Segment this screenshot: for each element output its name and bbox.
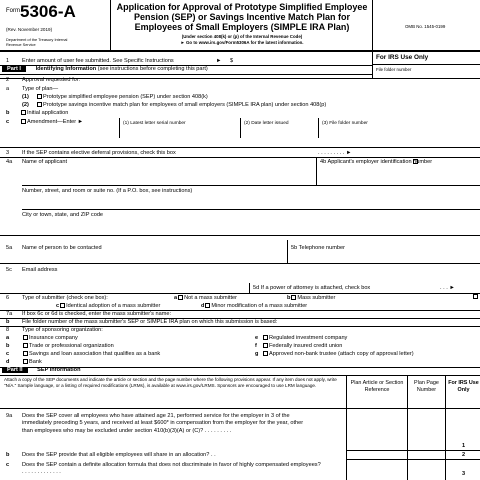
line5a-text: Name of person to be contacted [22,245,102,251]
line6a-letter: a [174,295,178,301]
line1-dollar: $ [230,58,234,64]
line5-divider [287,240,288,263]
part2-title: SEP Information [37,367,81,373]
line8e-row [262,335,347,341]
line9c-text: Does the SEP contain a definite allocation formula that does not discriminate in favor of highly compensated employees? [22,462,321,468]
line7b-number: b [6,319,10,325]
line6a-row [174,295,237,301]
line9a-block [22,413,312,435]
form-label: Form [6,8,20,14]
street-address-label: Number, street, and room or suite no. (If a P.O. box, see instructions) [22,188,193,194]
line8-text: Type of sponsoring organization: [22,327,103,333]
line6-number: 6 [6,295,10,301]
date-letter-issued-field[interactable] [244,128,316,138]
line8f-text: Federally insured credit union [269,343,343,349]
line5a-number: 5a [6,245,13,251]
line7a-number: 7a [6,311,13,317]
email-field[interactable] [22,274,242,282]
part2-bar [2,367,81,373]
line2a2-text: Prototype savings incentive match plan for employees of small employers (SIMPLE IRA plan) under section 408(p) [43,102,327,108]
line2c-row [20,119,83,125]
subtitle-1: (Under section 408(k) or (p) of the Internal Revenue Code) [181,34,303,39]
employer-id-field[interactable] [320,167,475,181]
irs-use-title: For IRS Use Only [376,54,429,61]
part1-bar [2,66,208,72]
line2a2-row [36,102,326,108]
part1-title: Identifying Information [35,66,97,72]
line5a-rule [0,263,480,264]
trade-organization-checkbox[interactable] [23,343,28,348]
line8f-row [262,343,342,349]
line6b-text: Mass submitter [297,295,336,301]
form-number: 5306-A [20,2,76,21]
line4a-number: 4a [6,159,13,165]
line8d-letter: d [6,359,10,365]
line8b-row [22,343,114,349]
line9c-page-field[interactable] [410,470,443,478]
line6d-text: Minor modification of a mass submitter [211,303,308,309]
line8a-text: Insurance company [29,335,78,341]
line9a-page-field[interactable] [410,442,443,450]
credit-union-checkbox[interactable] [263,343,268,348]
col1-left [346,375,347,480]
date-letter-issued-label: (2) Date letter issued [244,121,289,126]
line2a1-num: (1) [22,94,29,100]
line2b-row [20,110,68,116]
amendment-file-folder-label: (3) File folder number [322,121,368,126]
irs-file-folder-label: File folder number [376,67,412,72]
line9b-page-field[interactable] [410,451,443,459]
contact-name-field[interactable] [22,252,312,260]
line1-number: 1 [6,58,10,64]
latest-letter-serial-field[interactable] [123,128,233,138]
omb-number: OMB No. 1545-0199 [405,24,446,29]
line9a-number: 9a [6,413,13,419]
line9b-line-number: 2 [462,452,466,458]
part2-instructions: Attach a copy of the SEP documents and indicate the article or section and the page number where the following provisions appear. If any item does not apply, write "N/A." Sample language, or a listing of required modifications (LRMs), is available at www.irs.gov/LRMS. Sponsors are encouraged to use LRM language. [4,377,337,388]
initial-application-checkbox[interactable] [21,110,26,115]
line5c-text: Email address [22,267,58,273]
line6b-row [287,295,335,301]
line2a1-text: Prototype simplified employee pension (SEP) under section 408(k) [43,94,208,100]
col3-left [445,375,446,480]
line8b-letter: b [6,343,10,349]
line3-rule [0,157,480,158]
line4-divider [316,157,317,185]
line9a-dots: . . . . . . . . . [204,427,232,434]
line2-text: Approval requested for: [22,77,81,83]
street-rule [22,209,480,210]
form-revision: (Rev. November 2019) [6,27,53,32]
col-irs-header: For IRS Use Only [448,380,479,394]
col-page-header: Plan Page Number [414,380,439,394]
line8e-text: Regulated investment company [269,335,348,341]
part2-label: Part II [2,367,28,373]
line1-text: Enter amount of user fee submitted. See Specific Instructions [22,58,174,64]
non-bank-trustee-checkbox[interactable] [263,351,268,356]
line9c-article-field[interactable] [350,470,404,478]
irs-box-rule [372,64,480,65]
line8f-letter: f [255,343,257,349]
line2c-divider-2 [240,118,241,138]
line3-text: If the SEP contains elective deferral provisions, check this box [22,150,176,156]
header-divider-right [372,0,373,50]
mass-submitter-file-folder-field[interactable] [368,319,474,326]
line9a-article-field[interactable] [350,442,404,450]
line8c-letter: c [6,351,10,357]
line6b-letter: b [287,295,291,301]
line2-rule [0,147,480,148]
line6d-letter: d [201,303,205,309]
part1-note: (see instructions before completing this part) [97,66,208,72]
line2c-divider-1 [119,118,120,138]
line6a-text: Not a mass submitter [184,295,237,301]
regulated-investment-checkbox[interactable] [263,335,268,340]
mass-submitter-checkbox[interactable] [291,295,296,300]
part2-header-rule [0,408,480,409]
header-divider-left [110,0,111,50]
line2c-divider-3 [318,118,319,138]
line2a-text: Type of plan— [22,86,59,92]
identical-adoption-checkbox[interactable] [60,303,65,308]
line2-number: 2 [6,77,10,83]
line6c-letter: c [56,303,60,309]
line8a-letter: a [6,335,10,341]
line5d-text: 5d If a power of attorney is attached, check box [253,285,371,291]
line2b-text: Initial application [27,110,69,116]
line4b-text: 4b Applicant's employer identification number [320,159,433,165]
line9b-row [22,452,216,458]
line8e-letter: e [255,335,259,341]
form-title: Application for Approval of Prototype Simplified Employee Pension (SEP) or Savings Incentive Match Plan for Employees of Small Employers (SIMPLE IRA Plan) [116,2,368,32]
line9b-dots: . . [210,452,216,458]
city-rule [0,235,480,236]
telephone-field[interactable] [291,252,474,260]
line5d-dots: . . . ► [440,285,455,291]
line8a-row [22,335,78,341]
part2-rule [0,375,480,376]
city-state-zip-field[interactable] [22,220,472,230]
line2a1-row [36,94,208,100]
bank-checkbox[interactable] [23,359,28,364]
line2c-letter: c [6,119,10,125]
line8b-text: Trade or professional organization [29,343,114,349]
line5c-number: 5c [6,267,12,273]
line6-text: Type of submitter (check one box): [22,295,108,301]
line9a-line-number: 1 [462,443,466,449]
line5-rule [0,293,480,294]
line4a-text: Name of applicant [22,159,68,165]
line9c-dots: . . . . . . . . . . . . . [22,469,61,476]
street-address-field[interactable] [22,196,472,206]
mass-submitter-name-field[interactable] [208,311,474,318]
user-fee-field[interactable] [238,57,366,64]
col2-left [407,375,408,480]
line8d-text: Bank [29,359,42,365]
part1-label: Part I [2,66,26,72]
line7a-text: If box 6c or 6d is checked, enter the mass submitter's name: [22,311,172,317]
line8g-text: Approved non-bank trustee (attach copy of approval letter) [269,351,414,357]
line9b-article-field[interactable] [350,451,404,459]
line2b-letter: b [6,110,10,116]
line2a-letter: a [6,86,10,92]
amendment-checkbox[interactable] [21,119,26,124]
line2a2-num: (2) [22,102,29,108]
subtitle-2: ► Go to www.irs.gov/Form5306A for the latest information. [180,40,304,45]
line1-arrow: ► [216,58,222,64]
latest-letter-serial-label: (1) Latest letter serial number [123,121,186,126]
line6c-text: Identical adoption of a mass submitter [66,303,161,309]
line8g-row [262,351,470,359]
line8c-row [22,351,160,357]
simple-ira-checkbox[interactable] [37,102,42,107]
line9c-block [22,462,322,477]
power-of-attorney-checkbox[interactable] [473,294,478,299]
insurance-company-checkbox[interactable] [23,335,28,340]
line9a-text: Does the SEP cover all employees who have attained age 21, performed service for the employer in 3 of the immediately preceding 5 years, and received at least $600* in compensation from the employer for the year, other than employees who may be excluded under section 410(b)(3)(A) or (C)? [22,413,304,434]
minor-modification-checkbox[interactable] [205,303,210,308]
line3-number: 3 [6,150,10,156]
line2c-text: Amendment—Enter ► [27,119,84,125]
line9b-text: Does the SEP provide that all eligible employees will share in an allocation? [22,452,210,458]
line6c-row [56,303,160,309]
line9b-rule [346,459,480,460]
part1-rule [0,74,372,75]
line9c-line-number: 3 [462,471,466,477]
line8g-letter: g [255,351,259,357]
amendment-file-folder-field[interactable] [322,128,472,138]
line7b-text: File folder number of the mass submitter's SEP or SIMPLE IRA plan on which this submission is based: [22,319,278,325]
col-article-header: Plan Article or Section Reference [350,380,404,394]
line9c-number: c [6,462,10,468]
line4a-rule [22,185,480,186]
power-of-attorney-checkbox-wrap [472,285,479,303]
sep-checkbox[interactable] [37,94,42,99]
line9b-number: b [6,452,10,458]
line6d-row [201,303,307,309]
line3-dots: . . . . . . . . . ► [318,150,352,156]
city-state-zip-label: City or town, state, and ZIP code [22,212,104,218]
savings-loan-checkbox[interactable] [23,351,28,356]
not-mass-submitter-checkbox[interactable] [178,295,183,300]
line5d-divider [249,283,250,293]
applicant-name-field[interactable] [22,167,312,181]
line8d-row [22,359,42,365]
line8-number: 8 [6,327,10,333]
line8c-text: Savings and loan association that qualifies as a bank [29,351,161,357]
department: Department of the Treasury Internal Revenue Service [6,37,68,47]
line5b-text: 5b Telephone number [291,245,346,251]
